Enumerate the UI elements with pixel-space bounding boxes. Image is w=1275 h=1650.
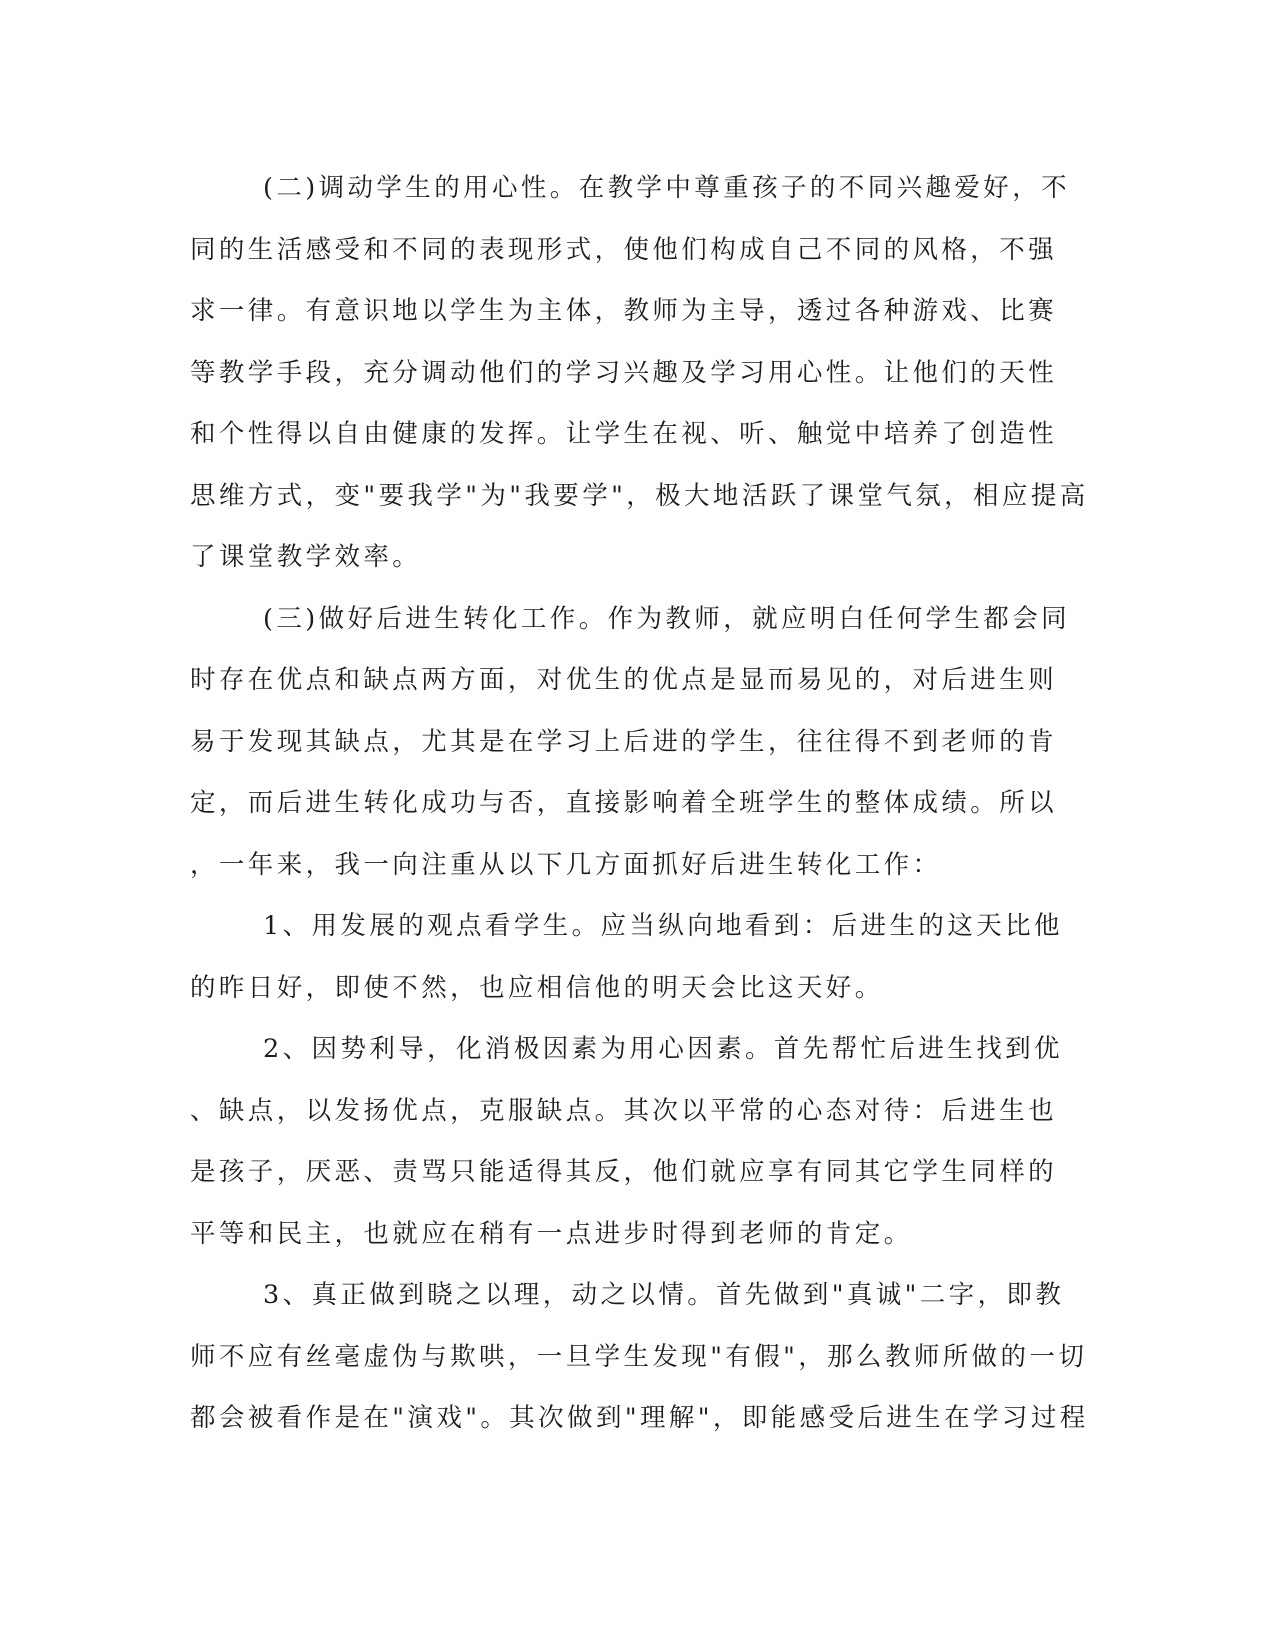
paragraph-3-line-5: ，一年来，我一向注重从以下几方面抓好后进生转化工作： [190,849,942,880]
paragraph-2-line-7: 了课堂教学效率。 [190,542,422,572]
item-3-line-2: 师不应有丝毫虚伪与欺哄，一旦学生发现"有假"，那么教师所做的一切 [190,1341,1088,1372]
item-3-line-1: 3、真正做到晓之以理，动之以情。首先做到"真诚"二字，即教 [263,1280,1065,1310]
paragraph-2-line-3: 求一律。有意识地以学生为主体，教师为主导，透过各种游戏、比赛 [190,296,1058,326]
paragraph-2-line-4: 等教学手段，充分调动他们的学习兴趣及学习用心性。让他们的天性 [190,357,1058,388]
item-2-line-2: 、缺点，以发扬优点，克服缺点。其次以平常的心态对待：后进生也 [190,1095,1058,1126]
paragraph-3-line-2: 时存在优点和缺点两方面，对优生的优点是显而易见的，对后进生则 [190,665,1058,695]
item-2-line-3: 是孩子，厌恶、责骂只能适得其反，他们就应享有同其它学生同样的 [190,1157,1058,1187]
paragraph-2-line-6: 思维方式，变"要我学"为"我要学"，极大地活跃了课堂气氛，相应提高 [190,480,1089,511]
item-2-line-1: 2、因势利导，化消极因素为用心因素。首先帮忙后进生找到优 [263,1034,1063,1064]
paragraph-3-line-4: 定，而后进生转化成功与否，直接影响着全班学生的整体成绩。所以 [190,788,1058,818]
item-3-line-3: 都会被看作是在"演戏"。其次做到"理解"，即能感受后进生在学习过程 [190,1403,1089,1433]
paragraph-2-line-2: 同的生活感受和不同的表现形式，使他们构成自己不同的风格，不强 [190,234,1058,265]
paragraph-2-line-1: (二)调动学生的用心性。在教学中尊重孩子的不同兴趣爱好，不 [263,173,1070,203]
document-body [190,158,1090,1450]
item-2-line-4: 平等和民主，也就应在稍有一点进步时得到老师的肯定。 [190,1218,913,1249]
item-1-line-2: 的昨日好，即使不然，也应相信他的明天会比这天好。 [190,972,884,1003]
item-1-line-1: 1、用发展的观点看学生。应当纵向地看到：后进生的这天比他 [263,911,1063,941]
paragraph-3-line-1: (三)做好后进生转化工作。作为教师，就应明白任何学生都会同 [263,603,1070,634]
paragraph-2-line-5: 和个性得以自由健康的发挥。让学生在视、听、触觉中培养了创造性 [190,419,1058,449]
paragraph-3-line-3: 易于发现其缺点，尤其是在学习上后进的学生，往往得不到老师的肯 [190,726,1058,757]
